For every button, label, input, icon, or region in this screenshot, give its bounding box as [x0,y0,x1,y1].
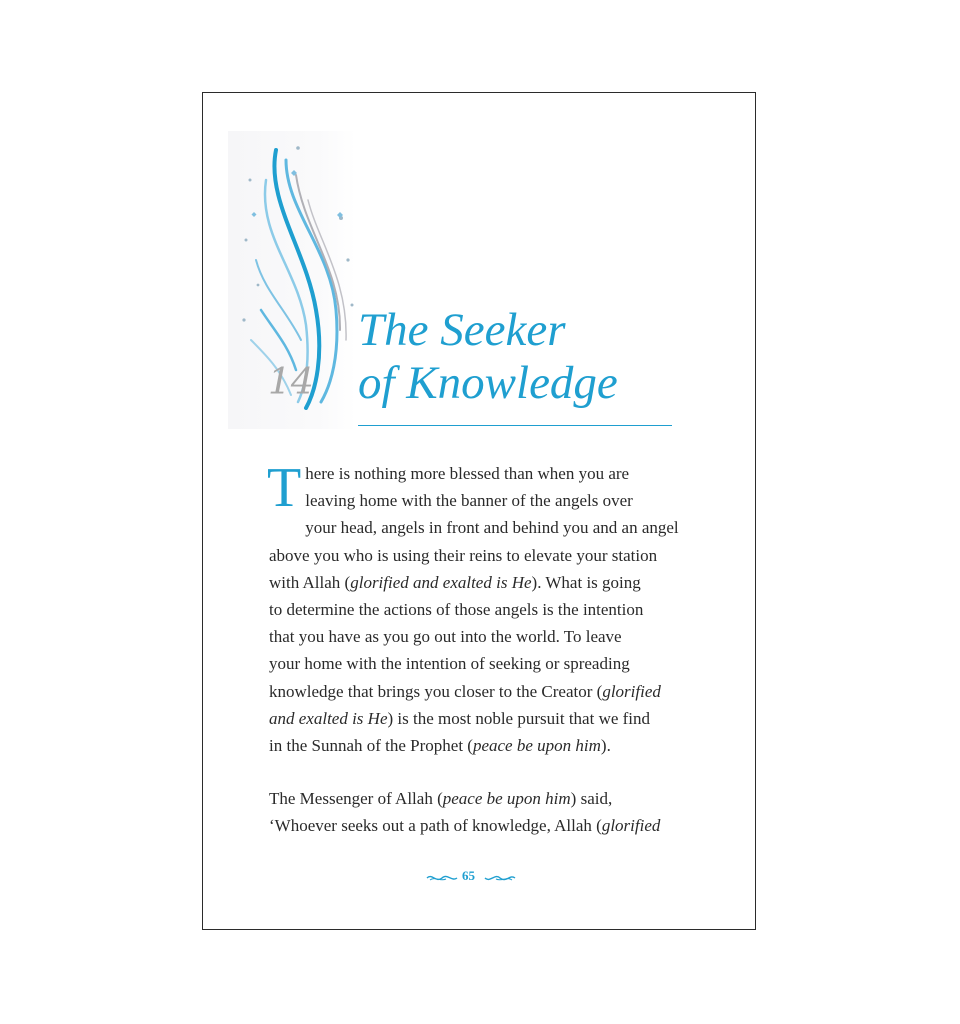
body-line: knowledge that brings you closer to the Creator (glorified [269,681,661,701]
body-line: to determine the actions of those angels is the intention [269,600,644,620]
chapter-number: 14 [268,362,314,403]
page-number: 65 [462,868,475,883]
body-text [267,457,689,840]
chapter-title [358,304,618,410]
body-line: above you who is using their reins to elevate your station [269,545,658,565]
body-line: your head, angels in front and behind you and an angel [305,518,679,538]
title-underline [358,425,672,426]
body-line: that you have as you go out into the world. To leave [269,627,622,647]
body-line: ‘Whoever seeks out a path of knowledge, Allah (glorified [269,816,661,836]
body-line: leaving home with the banner of the angels over [305,491,633,511]
body-line: here is nothing more blessed than when you are [305,464,630,483]
body-line: and exalted is He) is the most noble pursuit that we find [269,708,651,728]
swash-left-icon [426,872,458,884]
paragraph-2 [269,785,689,839]
body-line: your home with the intention of seeking or spreading [269,654,630,674]
swash-right-icon [484,872,516,884]
chapter-title-line-2: of Knowledge [358,357,618,409]
body-line: in the Sunnah of the Prophet (peace be upon him). [269,736,611,756]
drop-cap: T [267,457,302,519]
body-line: with Allah (glorified and exalted is He). What is going [269,572,641,592]
body-line: The Messenger of Allah (peace be upon him) said, [269,789,613,809]
chapter-title-line-1: The Seeker [358,304,566,356]
paragraph-1 [267,457,689,759]
